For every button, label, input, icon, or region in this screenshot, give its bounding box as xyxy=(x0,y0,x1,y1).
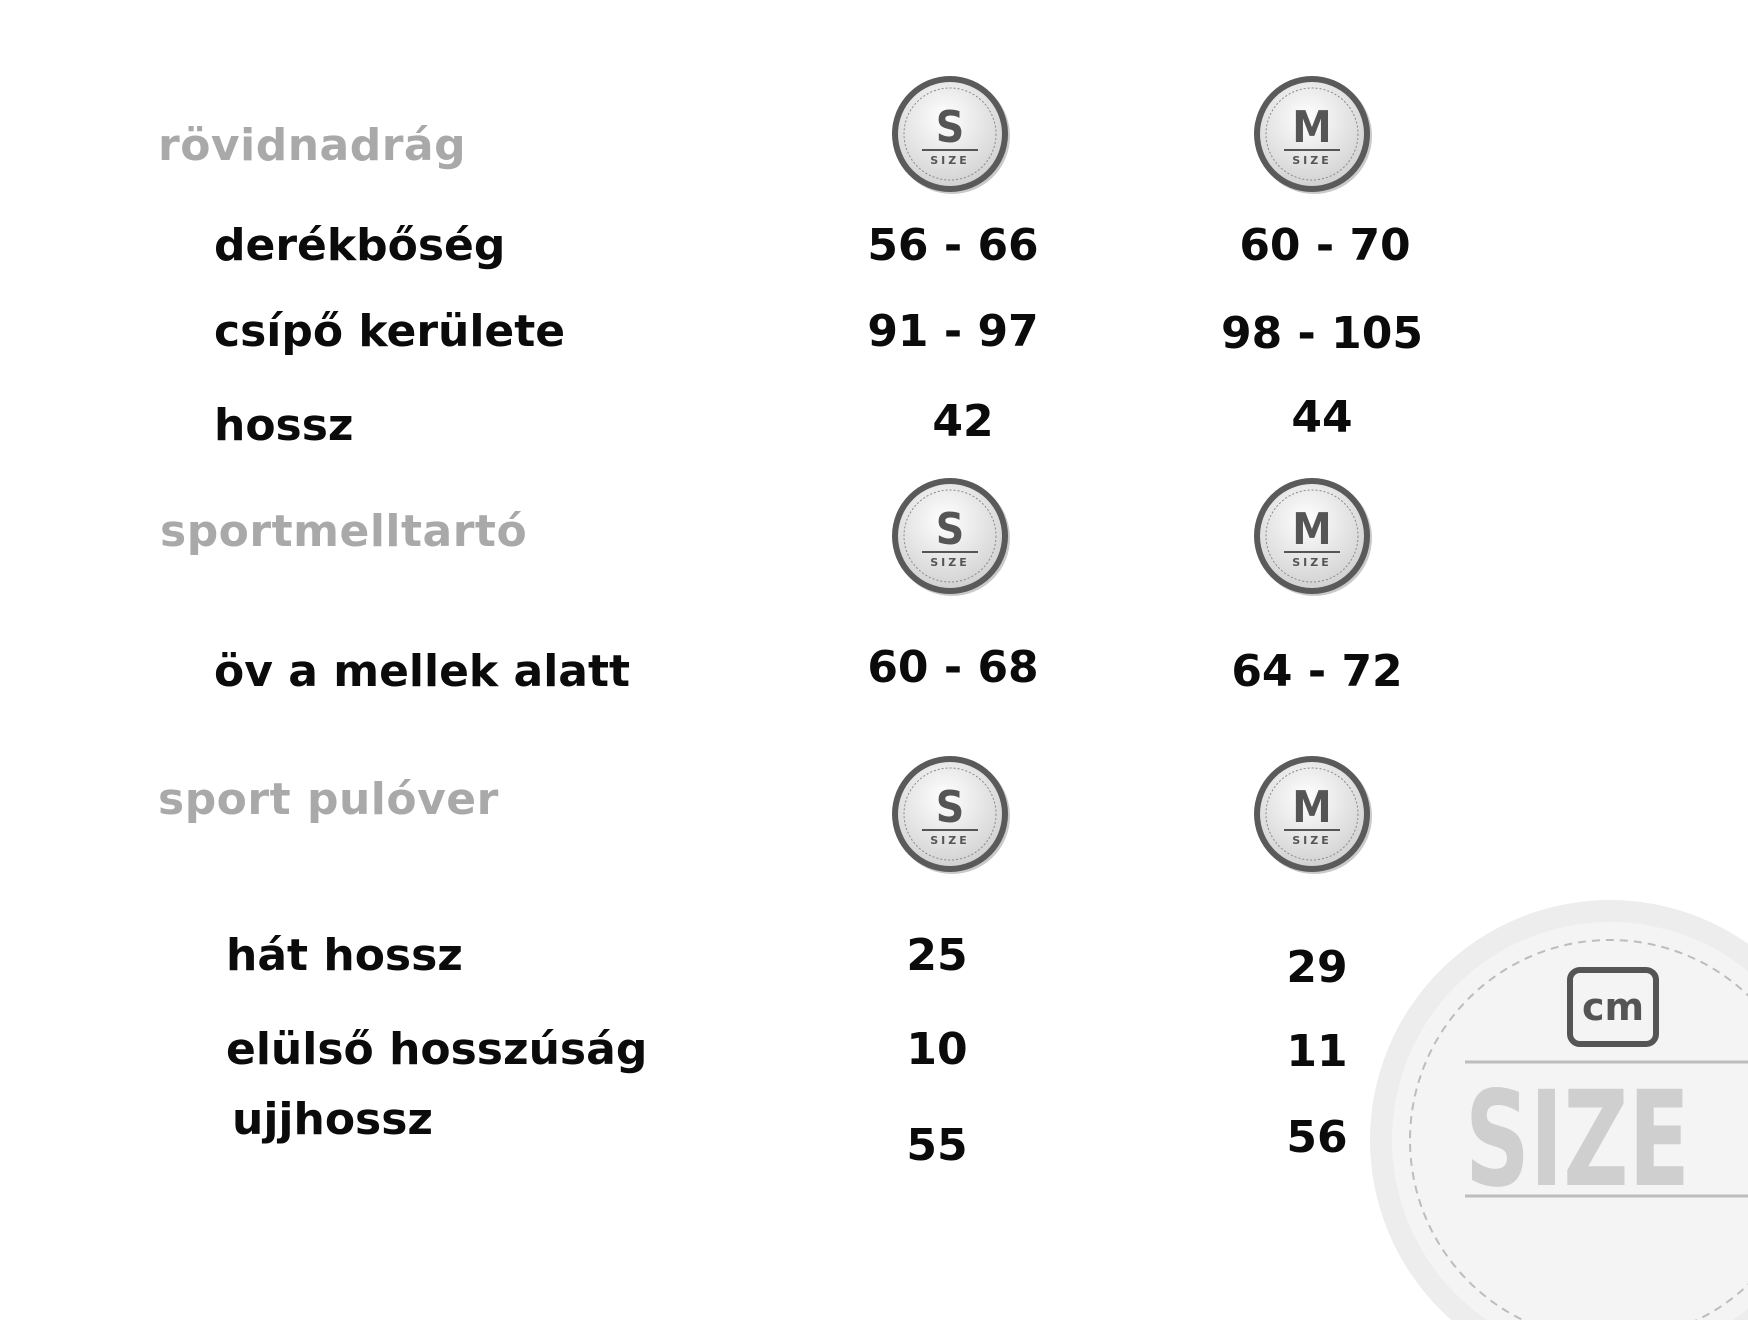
badge-letter: S xyxy=(935,504,965,555)
size-m-value: 56 xyxy=(1286,1112,1348,1163)
size-m-value: 11 xyxy=(1286,1026,1348,1077)
badge-caption: SIZE xyxy=(1292,556,1332,569)
badge-letter: S xyxy=(935,782,965,833)
corner-size-badge xyxy=(1370,900,1748,1320)
badge-caption: SIZE xyxy=(1292,834,1332,847)
corner-word: SIZE xyxy=(1465,1063,1690,1217)
row-label: hossz xyxy=(214,400,354,451)
size-s-value: 91 - 97 xyxy=(867,306,1039,357)
row-label: ujjhossz xyxy=(232,1094,434,1145)
row-label: hát hossz xyxy=(226,930,463,981)
size-s-value: 42 xyxy=(932,396,994,447)
badge-letter: M xyxy=(1292,504,1332,555)
badge-caption: SIZE xyxy=(930,556,970,569)
row-label: derékbőség xyxy=(214,220,506,271)
badge-letter: S xyxy=(935,102,965,153)
size-m-badge xyxy=(1250,474,1374,598)
badge-letter: M xyxy=(1292,102,1332,153)
badge-caption: SIZE xyxy=(930,154,970,167)
size-m-value: 60 - 70 xyxy=(1239,220,1411,271)
row-label: elülső hosszúság xyxy=(226,1024,648,1075)
size-s-value: 55 xyxy=(906,1120,968,1171)
section-title-sport-pulover: sport pulóver xyxy=(158,774,499,825)
row-label: csípő kerülete xyxy=(214,306,566,357)
section-title-rovidnadrag: rövidnadrág xyxy=(158,120,467,171)
row-label: öv a mellek alatt xyxy=(214,646,631,697)
badge-caption: SIZE xyxy=(930,834,970,847)
size-s-value: 56 - 66 xyxy=(867,220,1039,271)
size-s-badge xyxy=(888,474,1012,598)
size-m-badge xyxy=(1250,752,1374,876)
size-s-value: 10 xyxy=(906,1024,968,1075)
size-m-value: 44 xyxy=(1291,392,1353,443)
badge-letter: M xyxy=(1292,782,1332,833)
size-m-value: 98 - 105 xyxy=(1221,308,1423,359)
size-m-value: 29 xyxy=(1286,942,1348,993)
section-title-sportmelltarto: sportmelltartó xyxy=(160,506,528,557)
size-m-value: 64 - 72 xyxy=(1231,646,1403,697)
size-m-badge xyxy=(1250,72,1374,196)
size-s-value: 25 xyxy=(906,930,968,981)
corner-unit: cm xyxy=(1581,985,1645,1029)
badge-caption: SIZE xyxy=(1292,154,1332,167)
size-s-badge xyxy=(888,72,1012,196)
size-s-value: 60 - 68 xyxy=(867,642,1039,693)
size-s-badge xyxy=(888,752,1012,876)
